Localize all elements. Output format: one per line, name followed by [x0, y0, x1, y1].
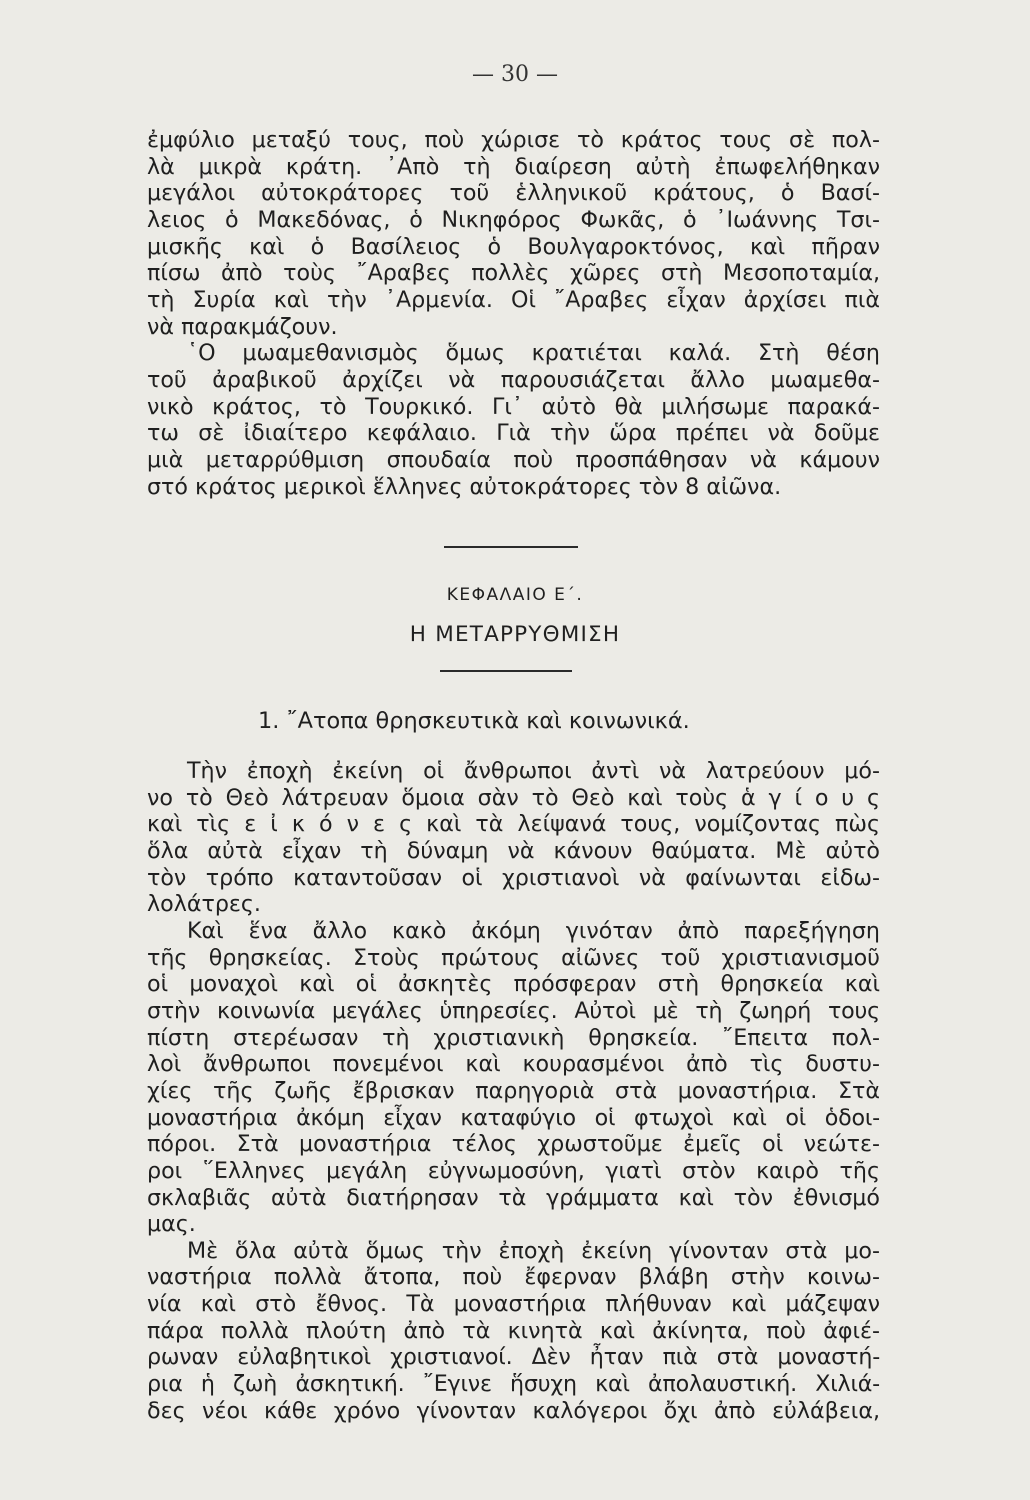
divider-rule — [440, 670, 572, 672]
text-line: πόροι. Στὰ μοναστήρια τέλος χρωστοῦμε ἐμεῖς οἱ νεώτε- — [147, 1131, 880, 1158]
text-block-top — [147, 127, 880, 500]
text-line: οἱ μοναχοὶ καὶ οἱ ἀσκητὲς πρόσφεραν στὴ θρησκεία καὶ — [147, 971, 880, 998]
text-line: πίστη στερέωσαν τὴ χριστιανικὴ θρησκεία. ῎Επειτα πολ- — [147, 1024, 880, 1051]
text-line: Μὲ ὅλα αὐτὰ ὅμως τὴν ἐποχὴ ἐκείνη γίνονταν στὰ μο- — [187, 1237, 880, 1264]
text-line: Τὴν ἐποχὴ ἐκείνη οἱ ἄνθρωποι ἀντὶ νὰ λατρεύουν μό- — [187, 758, 880, 784]
text-line: καὶ τὶς ε ἰ κ ό ν ε ς καὶ τὰ λείψανά τους, νομίζοντας πὼς — [147, 811, 880, 838]
text-line: λειος ὁ Μακεδόνας, ὁ Νικηφόρος Φωκᾶς, ὁ ᾿Ιωάννης Τσι- — [147, 206, 880, 233]
text-line: νὰ παρακμάζουν. — [147, 313, 338, 340]
text-line: στό κράτος μερικοὶ ἕλληνες αὐτοκράτορες τὸν 8 αἰῶνα. — [147, 473, 782, 500]
text-line: τῆς θρησκείας. Στοὺς πρώτους αἰῶνες τοῦ χριστιανισμοῦ — [147, 944, 880, 971]
chapter-title: Η ΜΕΤΑΡΡΥΘΜΙΣΗ — [409, 622, 621, 647]
text-line: τὴ Συρία καὶ τὴν ᾿Αρμενία. Οἱ ῎Αραβες εἶχαν ἀρχίσει πιὰ — [147, 286, 880, 313]
text-line: λολάτρες. — [147, 891, 261, 918]
text-line: λὰ μικρὰ κράτη. ᾿Απὸ τὴ διαίρεση αὐτὴ ἐπωφελήθηκαν — [147, 153, 880, 180]
text-line: ρωναν εὐλαβητικοὶ χριστιανοί. Δὲν ἦταν πιὰ στὰ μοναστή- — [147, 1344, 880, 1371]
text-line: μας. — [147, 1211, 196, 1238]
text-line: τοῦ ἀραβικοῦ ἀρχίζει νὰ παρουσιάζεται ἄλλο μωαμεθα- — [147, 366, 880, 393]
text-line: πάρα πολλὰ πλούτη ἀπὸ τὰ κινητὰ καὶ ἀκίνητα, ποὺ ἀφιέ- — [147, 1317, 880, 1344]
text-line: στὴν κοινωνία μεγάλες ὑπηρεσίες. Αὐτοὶ μὲ τὴ ζωηρή τους — [147, 997, 880, 1024]
text-line: τω σὲ ἰδιαίτερο κεφάλαιο. Γιὰ τὴν ὥρα πρέπει νὰ δοῦμε — [147, 420, 880, 447]
text-line: λοὶ ἄνθρωποι πονεμένοι καὶ κουρασμένοι ἀπὸ τὶς δυστυ- — [147, 1051, 880, 1078]
text-line: μισκῆς καὶ ὁ Βασίλειος ὁ Βουλγαροκτόνος, καὶ πῆραν — [147, 233, 880, 260]
text-line: ροι ῞Ελληνες μεγάλη εὐγνωμοσύνη, γιατὶ στὸν καιρὸ τῆς — [147, 1157, 880, 1184]
text-line: Καὶ ἕνα ἄλλο κακὸ ἀκόμη γινόταν ἀπὸ παρεξήγηση — [187, 917, 880, 944]
section-heading: 1. ῎Ατοπα θρησκευτικὰ καὶ κοινωνικά. — [258, 708, 690, 734]
text-line: δες νέοι κάθε χρόνο γίνονταν καλόγεροι ὄχι ἀπὸ εὐλάβεια, — [147, 1397, 880, 1424]
text-line: μεγάλοι αὐτοκράτορες τοῦ ἑλληνικοῦ κράτους, ὁ Βασί- — [147, 180, 880, 207]
text-line: νικὸ κράτος, τὸ Τουρκικό. Γι᾿ αὐτὸ θὰ μιλήσωμε παρακά- — [147, 393, 880, 420]
divider-rule — [444, 546, 578, 548]
page-number: — 30 — — [472, 62, 558, 87]
text-line: τὸν τρόπο καταντοῦσαν οἱ χριστιανοὶ νὰ φαίνωνται εἰδω- — [147, 864, 880, 891]
text-line: σκλαβιᾶς αὐτὰ διατήρησαν τὰ γράμματα καὶ τὸν ἐθνισμό — [147, 1184, 880, 1211]
text-line: νο τὸ Θεὸ λάτρευαν ὅμοια σὰν τὸ Θεὸ καὶ τοὺς ἁ γ ί ο υ ς — [147, 784, 880, 811]
text-line: ῾Ο μωαμεθανισμὸς ὅμως κρατιέται καλά. Στὴ θέση — [187, 340, 880, 367]
text-line: ὅλα αὐτὰ εἶχαν τὴ δύναμη νὰ κάνουν θαύματα. Μὲ αὐτὸ — [147, 837, 880, 864]
text-line: πίσω ἀπὸ τοὺς ῎Αραβες πολλὲς χῶρες στὴ Μεσοποταμία, — [147, 260, 880, 287]
text-line: ναστήρια πολλὰ ἄτοπα, ποὺ ἔφερναν βλάβη στὴν κοινω- — [147, 1264, 880, 1291]
text-line: μοναστήρια ἀκόμη εἶχαν καταφύγιο οἱ φτωχοὶ καὶ οἱ ὁδοι- — [147, 1104, 880, 1131]
text-line: μιὰ μεταρρύθμιση σπουδαία ποὺ προσπάθησαν νὰ κάμουν — [147, 446, 880, 473]
text-line: νία καὶ στὸ ἔθνος. Τὰ μοναστήρια πλήθυναν καὶ μάζεψαν — [147, 1291, 880, 1318]
text-line: ἐμφύλιο μεταξύ τους, ποὺ χώρισε τὸ κράτος τους σὲ πολ- — [147, 127, 880, 153]
chapter-label: ΚΕΦΑΛΑΙΟ Ε΄. — [446, 585, 584, 605]
text-line: ρια ἡ ζωὴ ἀσκητική. ῎Εγινε ἥσυχη καὶ ἀπολαυστική. Χιλιά- — [147, 1371, 880, 1398]
text-block-bottom — [147, 758, 880, 1424]
text-line: χίες τῆς ζωῆς ἔβρισκαν παρηγοριὰ στὰ μοναστήρια. Στὰ — [147, 1077, 880, 1104]
